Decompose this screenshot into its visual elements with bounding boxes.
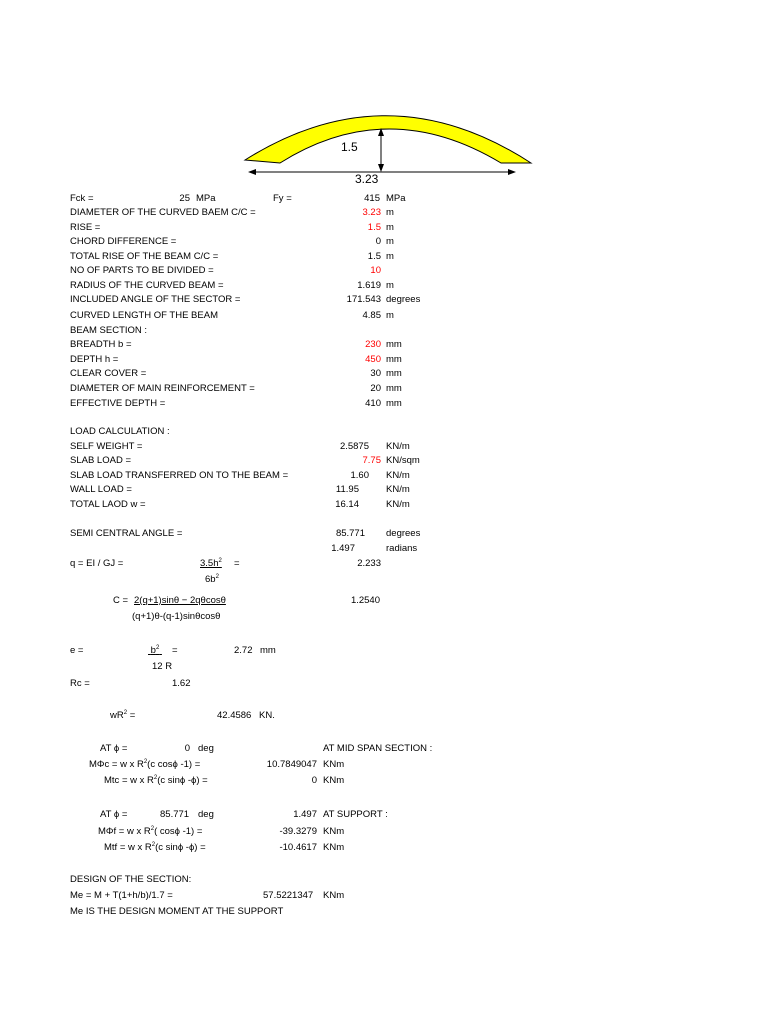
fy-unit: MPa [386, 193, 406, 204]
semi-angle-deg-unit: degrees [386, 528, 421, 539]
row-label: CLEAR COVER = [70, 368, 147, 379]
design-note: Me IS THE DESIGN MOMENT AT THE SUPPORT [70, 906, 284, 917]
e-equals: = [172, 645, 178, 656]
row-unit: m [386, 222, 394, 233]
row-unit: mm [386, 368, 402, 379]
design-me-value: 57.5221347 [263, 890, 314, 901]
row-value: 1.5 [367, 222, 381, 233]
row-unit: mm [386, 339, 402, 350]
row-value: 410 [365, 398, 381, 409]
row-value: 0 [375, 236, 381, 247]
semi-angle-rad-unit: radians [386, 543, 418, 554]
fck-unit: MPa [196, 193, 216, 204]
mid-span-title: AT MID SPAN SECTION : [323, 743, 433, 754]
support-title: AT SUPPORT : [323, 809, 388, 820]
support-at-unit: deg [198, 809, 214, 820]
row-label: SELF WEIGHT = [70, 441, 143, 452]
c-label: C = [113, 595, 129, 606]
design-me-formula: Me = M + T(1+h/b)/1.7 = [70, 890, 173, 901]
c-numerator: 2(q+1)sinθ − 2qθcosθ [134, 595, 226, 606]
row-value: 1.5 [367, 251, 381, 262]
q-equals: = [234, 558, 240, 569]
row-label: INCLUDED ANGLE OF THE SECTOR = [70, 294, 241, 305]
design-heading: DESIGN OF THE SECTION: [70, 874, 192, 885]
row-unit: m [386, 207, 394, 218]
support-moment-value: -39.3279 [279, 826, 317, 837]
support-torsion-unit: KNm [323, 842, 345, 853]
row-unit: mm [386, 383, 402, 394]
row-value: 171.543 [346, 294, 381, 305]
row-label: SLAB LOAD TRANSFERRED ON TO THE BEAM = [70, 470, 289, 481]
row-unit: m [386, 251, 394, 262]
support-moment-formula: MΦf = w x $R^2$( cosϕ -1) = [98, 825, 203, 837]
q-value: 2.233 [357, 558, 381, 569]
support-at-value: 85.771 [160, 809, 190, 820]
row-unit: mm [386, 398, 402, 409]
row-label: EFFECTIVE DEPTH = [70, 398, 166, 409]
span-label: 3.23 [355, 172, 379, 186]
mid-at-label: AT ϕ = [100, 743, 128, 754]
support-at-label: AT ϕ = [100, 809, 128, 820]
design-me-unit: KNm [323, 890, 345, 901]
row-unit: m [386, 236, 394, 247]
e-numerator: $b^2$ [150, 644, 160, 656]
wr2-unit: KN. [259, 710, 275, 721]
row-value: 30 [370, 368, 381, 379]
curved-beam-diagram [0, 0, 768, 200]
row-label: SLAB LOAD = [70, 455, 131, 466]
wr2-label: $wR^2$ = [110, 709, 136, 721]
row-unit: KN/m [386, 470, 410, 481]
row-unit: degrees [386, 294, 421, 305]
row-label: DIAMETER OF MAIN REINFORCEMENT = [70, 383, 255, 394]
row-value: 20 [370, 383, 381, 394]
c-value: 1.2540 [350, 595, 380, 606]
row-value: 1.619 [357, 280, 381, 291]
fck-value: 25 [179, 193, 190, 204]
mid-at-value: 0 [184, 743, 190, 754]
q-denominator: $6b^2$ [205, 573, 219, 585]
e-value: 2.72 [234, 645, 253, 656]
row-label: DEPTH h = [70, 354, 119, 365]
row-label: TOTAL RISE OF THE BEAM C/C = [70, 251, 219, 262]
fy-label: Fy = [273, 193, 292, 204]
semi-angle-label: SEMI CENTRAL ANGLE = [70, 528, 183, 539]
load-heading: LOAD CALCULATION : [70, 426, 170, 437]
rc-label: Rc = [70, 678, 90, 689]
row-unit: KN/m [386, 499, 410, 510]
row-label: CURVED LENGTH OF THE BEAM [70, 310, 218, 321]
row-label: NO OF PARTS TO BE DIVIDED = [70, 265, 214, 276]
e-denominator: 12 R [152, 661, 173, 672]
rise-arrow-head-bottom [378, 164, 384, 172]
row-unit: KN/m [386, 441, 410, 452]
row-label: RISE = [70, 222, 101, 233]
row-unit: KN/sqm [386, 455, 420, 466]
row-value: 4.85 [362, 310, 381, 321]
row-value: 3.23 [362, 207, 381, 218]
mid-moment-value: 10.7849047 [266, 759, 317, 770]
row-label: WALL LOAD = [70, 484, 132, 495]
semi-angle-rad: 1.497 [331, 543, 355, 554]
q-numerator: $3.5h^2$ [200, 557, 222, 569]
row-unit: m [386, 310, 394, 321]
mid-torsion-formula: Mtc = w x $R^2(c$ sinϕ -ϕ) = [104, 774, 208, 786]
mid-moment-unit: KNm [323, 759, 345, 770]
support-torsion-value: -10.4617 [279, 842, 317, 853]
wr2-value: 42.4586 [217, 710, 252, 721]
support-rad: 1.497 [293, 809, 317, 820]
support-moment-unit: KNm [323, 826, 345, 837]
row-label: CHORD DIFFERENCE = [70, 236, 177, 247]
rise-label: 1.5 [341, 140, 358, 154]
mid-torsion-value: 0 [311, 775, 317, 786]
mid-torsion-unit: KNm [323, 775, 345, 786]
span-arrow-head-right [508, 169, 516, 175]
span-arrow-head-left [248, 169, 256, 175]
curved-beam-shape [245, 116, 531, 163]
c-denominator: (q+1)θ-(q-1)sinθcosθ [132, 611, 221, 622]
row-value: 230 [365, 339, 381, 350]
support-torsion-formula: Mtf = w x $R^2(c$ sinϕ -ϕ) = [104, 841, 206, 853]
row-label: RADIUS OF THE CURVED BEAM = [70, 280, 224, 291]
fy-value: 415 [364, 193, 380, 204]
row-value: 11.95 [335, 484, 359, 495]
e-label: e = [70, 645, 84, 656]
row-value: 7.75 [362, 455, 381, 466]
fck-label: Fck = [70, 193, 94, 204]
row-unit: m [386, 280, 394, 291]
e-unit: mm [260, 645, 276, 656]
row-label: BREADTH b = [70, 339, 132, 350]
mid-moment-formula: MΦc = w x $R^2(c$ cosϕ -1) = [89, 758, 201, 770]
row-unit: KN/m [386, 484, 410, 495]
q-label: q = EI / GJ = [70, 558, 124, 569]
mid-at-unit: deg [198, 743, 214, 754]
row-value: 10 [370, 265, 381, 276]
semi-angle-deg: 85.771 [335, 528, 365, 539]
beam-section-heading: BEAM SECTION : [70, 325, 148, 336]
row-unit: mm [386, 354, 402, 365]
row-value: 1.60 [350, 470, 369, 481]
row-label: TOTAL LAOD w = [70, 499, 146, 510]
rc-value: 1.62 [172, 678, 191, 689]
row-value: 450 [365, 354, 381, 365]
row-value: 16.14 [335, 499, 359, 510]
row-value: 2.5875 [339, 441, 369, 452]
row-label: DIAMETER OF THE CURVED BAEM C/C = [70, 207, 256, 218]
